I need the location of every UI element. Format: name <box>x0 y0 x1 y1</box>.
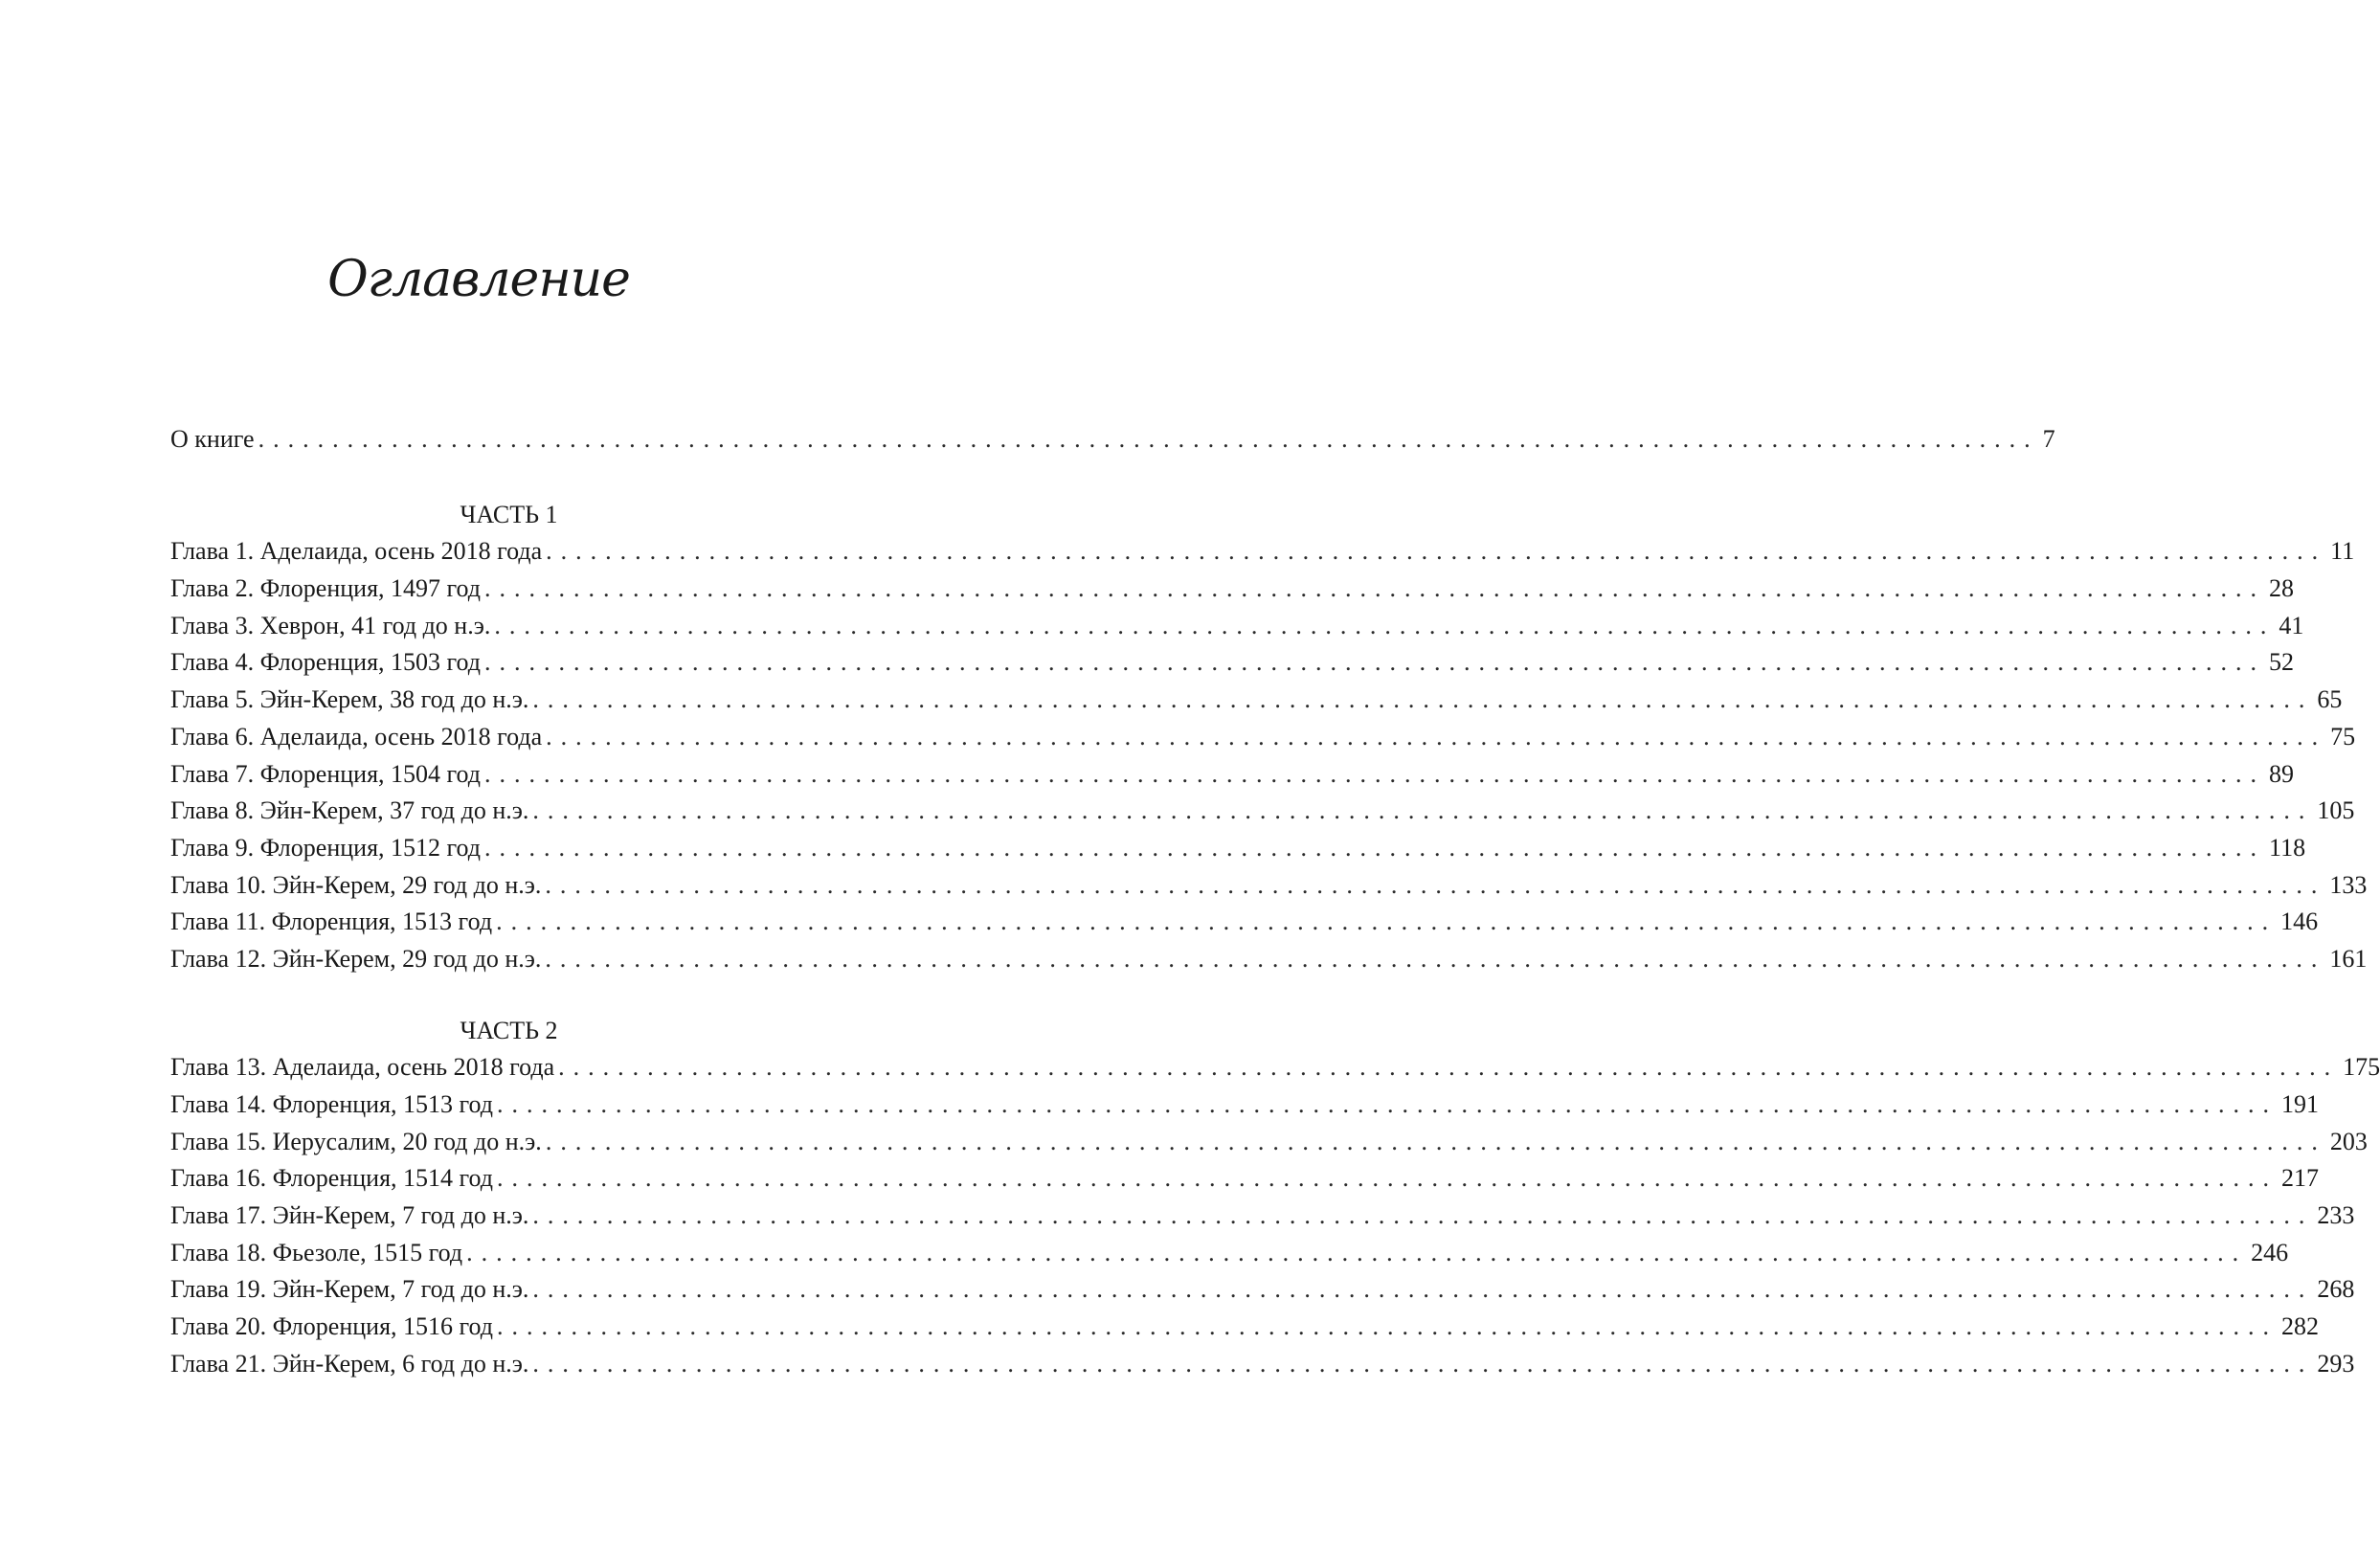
toc-entry-label: Глава 19. Эйн-Керем, 7 год до н.э. <box>170 1275 529 1304</box>
dot-leader: ........................................................................................................................ <box>484 759 2266 788</box>
toc-entry[interactable] <box>170 904 2319 941</box>
toc-entry-page: 133 <box>2329 870 2368 899</box>
toc-entry-label: Глава 13. Аделаида, осень 2018 года <box>170 1053 555 1082</box>
toc-entry[interactable] <box>170 1198 2355 1235</box>
dot-leader: ........................................................................................................................ <box>466 1238 2248 1266</box>
toc-entry-page: 246 <box>2251 1238 2289 1266</box>
dot-leader: ........................................................................................................................ <box>532 1201 2314 1230</box>
dot-leader: ........................................................................................................................ <box>546 537 2327 566</box>
dot-leader: ........................................................................................................................ <box>532 1349 2314 1378</box>
toc-entry-label: Глава 9. Флоренция, 1512 год <box>170 833 482 862</box>
dot-leader: ........................................................................................................................ <box>532 685 2314 714</box>
toc-entry-label: Глава 21. Эйн-Керем, 6 год до н.э. <box>170 1349 529 1378</box>
part-2-section <box>170 1013 2380 1383</box>
toc-entry-page: 203 <box>2329 1127 2368 1155</box>
dot-leader: ........................................................................................................................ <box>484 574 2266 603</box>
toc-entry-page: 65 <box>2317 685 2343 714</box>
toc-entry-intro[interactable] <box>170 421 2055 459</box>
toc-entry-label: Глава 11. Флоренция, 1513 год <box>170 907 493 936</box>
dot-leader: ........................................................................................................................ <box>545 1127 2326 1155</box>
toc-entry-label: Глава 17. Эйн-Керем, 7 год до н.э. <box>170 1201 529 1230</box>
toc-entry-page: 11 <box>2330 537 2355 566</box>
toc-entry-page: 293 <box>2317 1349 2355 1378</box>
toc-entry[interactable] <box>170 793 2355 830</box>
toc-entry-label: Глава 16. Флоренция, 1514 год <box>170 1164 494 1193</box>
toc-entry-label: Глава 6. Аделаида, осень 2018 года <box>170 722 543 751</box>
toc-entry[interactable] <box>170 1271 2355 1309</box>
toc-entry-page: 118 <box>2269 833 2306 862</box>
toc-entry-label: Глава 1. Аделаида, осень 2018 года <box>170 537 543 566</box>
toc-entry[interactable] <box>170 1087 2320 1124</box>
toc-entry-page: 282 <box>2281 1312 2320 1341</box>
toc-entry-label: О книге <box>170 425 255 453</box>
part-heading: ЧАСТЬ 2 <box>460 1016 558 1044</box>
toc-entry-page: 217 <box>2281 1164 2320 1193</box>
toc-entry[interactable] <box>170 867 2368 905</box>
toc-entry[interactable] <box>170 1346 2355 1383</box>
dot-leader: ........................................................................................................................ <box>494 611 2276 639</box>
toc-entry-label: Глава 4. Флоренция, 1503 год <box>170 648 482 677</box>
toc-entry[interactable] <box>170 682 2343 719</box>
toc-entry-label: Глава 14. Флоренция, 1513 год <box>170 1090 494 1118</box>
dot-leader: ........................................................................................................................ <box>258 425 2039 453</box>
toc-entry[interactable] <box>170 644 2295 682</box>
toc-entry-label: Глава 15. Иерусалим, 20 год до н.э. <box>170 1127 542 1155</box>
toc-entry-label: Глава 10. Эйн-Керем, 29 год до н.э. <box>170 870 542 899</box>
toc-entry-page: 41 <box>2279 611 2304 639</box>
toc-entry-page: 191 <box>2281 1090 2320 1118</box>
toc-entry-page: 146 <box>2280 907 2319 936</box>
dot-leader: ........................................................................................................................ <box>545 944 2326 973</box>
toc-entry[interactable] <box>170 719 2356 756</box>
part-heading: ЧАСТЬ 1 <box>460 500 558 528</box>
toc-entry[interactable] <box>170 941 2368 978</box>
dot-leader: ........................................................................................................................ <box>484 648 2266 677</box>
toc-entry-page: 233 <box>2317 1201 2355 1230</box>
dot-leader: ........................................................................................................................ <box>496 907 2278 936</box>
toc-entry-page: 89 <box>2269 759 2295 788</box>
table-of-contents <box>170 421 2380 1383</box>
toc-entry-label: Глава 8. Эйн-Керем, 37 год до н.э. <box>170 796 529 825</box>
dot-leader: ........................................................................................................................ <box>497 1164 2279 1193</box>
toc-entry[interactable] <box>170 1124 2368 1161</box>
toc-entry-page: 75 <box>2330 722 2356 751</box>
toc-entry-label: Глава 7. Флоренция, 1504 год <box>170 759 482 788</box>
toc-entry[interactable] <box>170 1309 2320 1346</box>
toc-entry-page: 7 <box>2042 425 2055 453</box>
toc-entry-label: Глава 18. Фьезоле, 1515 год <box>170 1238 463 1266</box>
toc-entry[interactable] <box>170 756 2295 794</box>
toc-entry[interactable] <box>170 533 2355 571</box>
toc-entry-page: 52 <box>2269 648 2295 677</box>
toc-entry-page: 175 <box>2343 1053 2380 1082</box>
dot-leader: ........................................................................................................................ <box>558 1053 2340 1082</box>
toc-entry-page: 28 <box>2269 574 2295 603</box>
dot-leader: ........................................................................................................................ <box>497 1090 2279 1118</box>
toc-entry[interactable] <box>170 1049 2380 1087</box>
toc-entry[interactable] <box>170 1235 2289 1272</box>
toc-entry-label: Глава 2. Флоренция, 1497 год <box>170 574 482 603</box>
toc-entry-label: Глава 12. Эйн-Керем, 29 год до н.э. <box>170 944 542 973</box>
toc-entry[interactable] <box>170 571 2295 608</box>
part-1-section <box>170 497 2368 978</box>
toc-entry[interactable] <box>170 1160 2320 1198</box>
toc-entry-label: Глава 3. Хеврон, 41 год до н.э. <box>170 611 491 639</box>
dot-leader: ........................................................................................................................ <box>545 870 2326 899</box>
dot-leader: ........................................................................................................................ <box>532 796 2314 825</box>
toc-entry[interactable] <box>170 830 2306 867</box>
toc-entry-page: 105 <box>2317 796 2355 825</box>
dot-leader: ........................................................................................................................ <box>484 833 2266 862</box>
toc-entry-page: 268 <box>2317 1275 2355 1304</box>
dot-leader: ........................................................................................................................ <box>532 1275 2314 1304</box>
toc-entry-label: Глава 5. Эйн-Керем, 38 год до н.э. <box>170 685 529 714</box>
toc-entry-page: 161 <box>2329 944 2368 973</box>
page-title: Оглавление <box>327 251 630 308</box>
toc-entry-label: Глава 20. Флоренция, 1516 год <box>170 1312 494 1341</box>
dot-leader: ........................................................................................................................ <box>546 722 2327 751</box>
dot-leader: ........................................................................................................................ <box>497 1312 2279 1341</box>
toc-entry[interactable] <box>170 608 2304 645</box>
